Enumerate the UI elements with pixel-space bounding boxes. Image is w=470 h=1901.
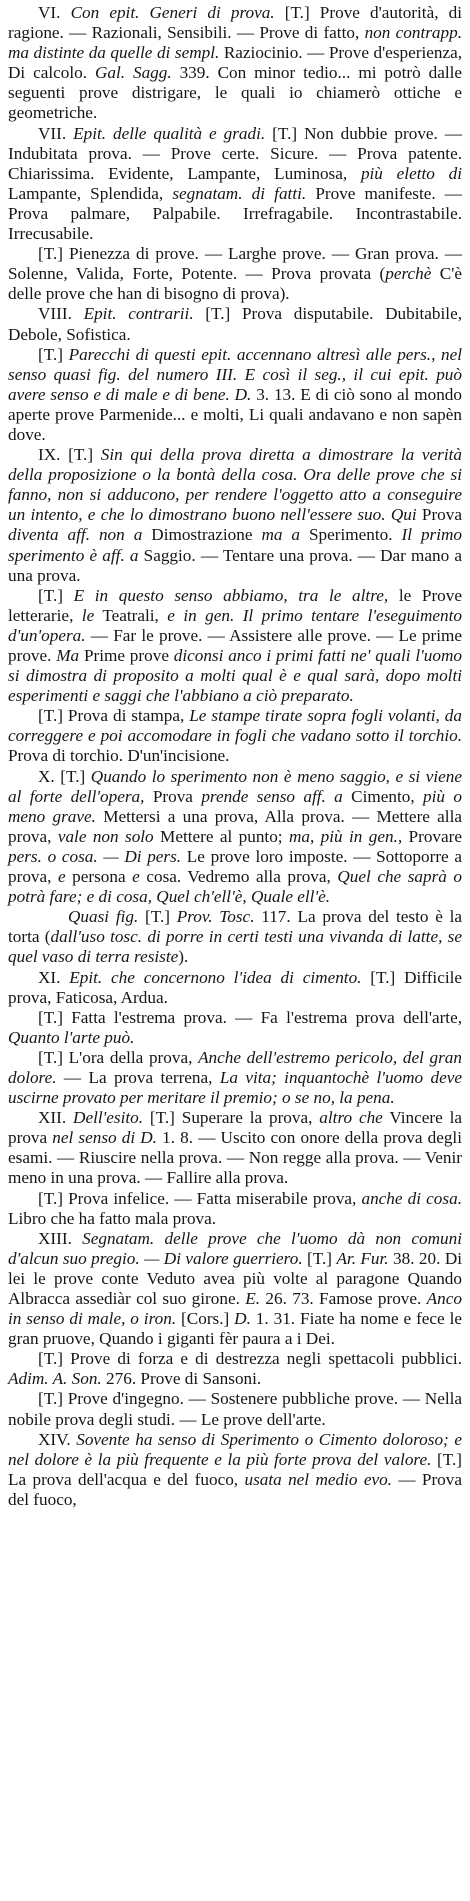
roman-text: [T.] Prove d'ingegno. — Sostenere pubbliche prove. — Nella nobile prova degli studi. — Le prove dell'arte. — [8, 1389, 462, 1429]
entry-paragraph — [8, 244, 462, 304]
italic-text: e — [132, 867, 140, 887]
roman-text: [T.] Prova disputabile. Dubitabile, Debole, Sofistica. — [8, 304, 462, 344]
roman-text: [T.] La prova dell'acqua e del fuoco, — [8, 1449, 462, 1489]
italic-text: Quasi fig. — [68, 907, 139, 927]
italic-text: altro che — [319, 1108, 383, 1128]
italic-text: non contrapp. ma distinte da quelle di sempl. — [8, 23, 463, 63]
roman-text: Prova — [144, 786, 202, 806]
entry-paragraph — [8, 1389, 462, 1429]
italic-text: Sovente ha senso di Sperimento o Cimento doloroso; e nel dolore è la più frequente e la più forte prova del valore. — [8, 1429, 462, 1469]
entry-paragraph — [8, 345, 462, 445]
entry-paragraph — [8, 767, 462, 908]
italic-text: vale non solo — [57, 826, 154, 846]
italic-text: Prov. Tosc. — [176, 907, 255, 927]
roman-text: XIII. — [38, 1228, 83, 1248]
entry-paragraph — [8, 1349, 462, 1389]
italic-text: Epit. delle qualità e gradi. — [73, 123, 266, 143]
italic-text: Le stampe tirate sopra fogli volanti, da correggere e poi accomodare in fogli che vadano sotto il torchio. — [8, 706, 462, 746]
italic-text: Anche dell'estremo pericolo, del gran dolore. — [8, 1047, 462, 1087]
italic-text: e — [57, 867, 66, 887]
italic-text: diconsi anco i primi fatti ne' quali l'uomo si dimostra di proposito a molti qual è e qual sarà, dopo molti esperimenti e saggi che l'abbiano a ciò preparato. — [8, 646, 462, 706]
italic-text: Epit. che concernono l'idea di cimento. — [69, 967, 362, 987]
entry-paragraph — [8, 445, 462, 586]
entry-paragraph — [8, 968, 462, 1008]
roman-text: IX. [T.] — [38, 445, 101, 465]
roman-text: Prova di torchio. D'un'incisione. — [8, 746, 230, 766]
roman-text: 38. 20. Di lei le prove conte Veduto avea più volte al paragone Quando Albracca assediàr col suo girone. — [8, 1248, 463, 1308]
roman-text: [T.] — [138, 907, 177, 927]
italic-text: Adim. A. Son. — [8, 1369, 102, 1389]
roman-text: [T.] Difficile prova, Faticosa, Ardua. — [8, 967, 463, 1007]
italic-text: Gal. Sagg. — [94, 63, 172, 83]
roman-text: Raziocinio. — Prove d'esperienza, Di calcolo. — [8, 43, 463, 83]
roman-text: Prova — [416, 505, 462, 525]
roman-text: 117. La prova del testo è la torta ( — [8, 907, 462, 947]
roman-text: Cimento, — [342, 786, 424, 806]
italic-text: più eletto di — [360, 163, 462, 183]
roman-text: VI. — [38, 3, 71, 22]
roman-text: Le prove loro imposte. — Sottoporre a prova, — [8, 846, 462, 887]
italic-text: prende senso aff. a — [201, 786, 343, 806]
roman-text: [T.] Prove d'autorità, di ragione. — Razionali, Sensibili. — Prove di fatto, — [8, 3, 462, 43]
roman-text: [T.] Fatta l'estrema prova. — Fa l'estrema prova dell'arte, — [38, 1007, 462, 1027]
italic-text: Dell'esito. — [73, 1108, 144, 1128]
italic-text: Epit. contrarii. — [83, 304, 194, 324]
roman-text: 339. Con minor tedio... mi potrò dalle seguenti prove distrigare, le quali io chiamerò ottiche e geometriche. — [8, 63, 463, 123]
italic-text: anche di cosa. — [361, 1188, 462, 1208]
roman-text: Mettersi a una prova, Alla prova. — Mettere alla prova, — [8, 806, 462, 846]
italic-text: Ma — [56, 646, 80, 665]
italic-text: Parecchi di questi epit. accennano altresì alle pers., nel senso quasi fig. del numero III. E così il seg., il cui epit. può avere senso e di male e di bene. D. — [8, 344, 463, 404]
roman-text: [T.] — [302, 1248, 337, 1268]
roman-text: ). — [178, 947, 189, 967]
roman-text: VII. — [38, 123, 74, 143]
roman-text: [T.] L'ora della prova, — [38, 1047, 199, 1067]
italic-text: Quanto l'arte può. — [8, 1027, 135, 1047]
roman-text: [Cors.] — [176, 1309, 235, 1329]
entry-paragraph — [8, 706, 462, 766]
italic-text: D. — [234, 1309, 251, 1329]
roman-text: [T.] Prove di forza e di destrezza negli spettacoli pubblici. — [38, 1349, 462, 1369]
roman-text: Provare — [402, 826, 463, 846]
roman-text: 1. 8. — Uscito con onore della prova degli esami. — Riuscire nella prova. — Non regge alla prova. — Venir meno in una prova. — Fallire alla prova. — [8, 1128, 462, 1188]
roman-text: Lampante, Splendida, — [8, 183, 173, 203]
roman-text: Prime prove — [79, 646, 174, 665]
roman-text: [T.] — [38, 344, 69, 364]
italic-text: ma a — [261, 525, 301, 545]
roman-text: Libro che ha fatto mala prova. — [8, 1208, 217, 1228]
italic-text: pers. o cosa. — Di pers. — [8, 846, 182, 866]
italic-text: Ar. Fur. — [336, 1248, 389, 1268]
roman-text: 1. 31. Fiate ha nome e fece le gran pruove, Quando i giganti fèr paura a i Dei. — [8, 1309, 462, 1349]
italic-text: E. — [245, 1289, 261, 1308]
italic-text: le — [81, 605, 95, 625]
entry-paragraph — [8, 1048, 462, 1108]
roman-text: cosa. Vedremo alla prova, — [139, 867, 338, 887]
roman-text: 276. Prove di Sansoni. — [101, 1369, 262, 1389]
entry-paragraph — [8, 1229, 462, 1350]
italic-text: Segnatam. delle prove che l'uomo dà non comuni d'alcun suo pregio. — Di valore guerriero. — [8, 1228, 462, 1268]
roman-text: Mettere al punto; — [153, 826, 289, 846]
entry-paragraph — [8, 586, 462, 707]
roman-text: X. [T.] — [38, 766, 91, 786]
roman-text: persona — [65, 867, 133, 887]
italic-text: La vita; inquantochè l'uomo deve uscirne provato per meritare il premio; o se no, la pena. — [8, 1067, 462, 1108]
roman-text: C'è delle prove che han di bisogno di prova). — [8, 264, 462, 304]
roman-text: [T.] Non dubbie prove. — Indubitata prova. — Prove certe. Sicure. — Prova patente. Chiarissima. Evidente, Lampante, Luminosa, — [8, 123, 462, 183]
italic-text: E in questo senso abbiamo, tra le altre, — [73, 585, 389, 605]
roman-text: 26. 73. Famose prove. — [260, 1289, 427, 1308]
italic-text: diventa aff. non a — [8, 525, 143, 545]
italic-text: più o meno grave. — [8, 786, 462, 826]
roman-text: XIV. — [38, 1429, 77, 1449]
roman-text: — Far le prove. — Assistere alle prove. — Le prime prove. — [8, 625, 462, 665]
entry-paragraph — [8, 124, 462, 245]
roman-text: — Prova del fuoco, — [8, 1469, 462, 1509]
italic-text: Con epit. Generi di prova. — [70, 3, 275, 22]
roman-text: Dimostrazione — [142, 525, 262, 545]
entry-paragraph — [8, 1430, 462, 1510]
entry-paragraph — [8, 907, 462, 967]
italic-text: Quando lo sperimento non è meno saggio, e si viene al forte dell'opera, — [8, 766, 462, 806]
italic-text: Sin qui della prova diretta a dimostrare la verità della proposizione o la bontà della cosa. Ora delle prove che si fanno, non si adducono, per rendere l'oggetto atto a conseguire un intento, e che lo dimostrano buono nell'essere suo. Qui — [8, 445, 462, 525]
roman-text: Saggio. — Tentare una prova. — Dar mano a una prova. — [8, 545, 462, 585]
roman-text: 3. 13. E di ciò sono al mondo aperte prove Parmenide... e molti, Li quali andavano e non sapèn dove. — [8, 384, 462, 444]
roman-text: Prove manifeste. — Prova palmare, Palpabile. Irrefragabile. Incontrastabile. Irrecusabile. — [8, 183, 462, 244]
italic-text: segnatam. di fatti. — [172, 183, 307, 203]
roman-text: [T.] Prova infelice. — Fatta miserabile prova, — [38, 1188, 362, 1208]
italic-text: Quel che saprà o potrà fare; e di cosa, Quel ch'ell'è, Quale ell'è. — [8, 867, 463, 907]
entry-paragraph — [8, 1189, 462, 1229]
italic-text: ma, più in gen., — [288, 826, 403, 846]
roman-text: [T.] Prova di stampa, — [38, 706, 190, 726]
roman-text: Teatrali, — [94, 605, 168, 625]
italic-text: usata nel medio evo. — [244, 1469, 392, 1489]
italic-text: nel senso di D. — [52, 1128, 157, 1148]
roman-text: [T.] — [38, 585, 74, 605]
italic-text: e in gen. Il primo tentare l'eseguimento d'un'opera. — [8, 605, 462, 645]
italic-text: Anco in senso di male, o iron. — [8, 1289, 462, 1329]
roman-text: Sperimento. — [300, 525, 402, 545]
roman-text: [T.] Pienezza di prove. — Larghe prove. — Gran prova. — Solenne, Valida, Forte, Potente. — Prova provata ( — [8, 244, 462, 284]
entry-paragraph — [8, 3, 462, 124]
roman-text: VIII. — [38, 304, 84, 324]
entry-paragraph — [8, 1008, 462, 1048]
entry-paragraph — [8, 1108, 462, 1188]
entry-paragraph — [8, 304, 462, 344]
roman-text: XII. — [38, 1108, 74, 1128]
roman-text: [T.] Superare la prova, — [143, 1108, 320, 1128]
roman-text: XI. — [38, 967, 70, 987]
roman-text: le Prove letterarie, — [8, 585, 462, 625]
roman-text: — La prova terrena, — [56, 1067, 220, 1087]
roman-text: Vincere la prova — [8, 1108, 462, 1148]
italic-text: Il primo sperimento è aff. a — [8, 525, 463, 565]
italic-text: perchè — [385, 264, 432, 284]
italic-text: dall'uso tosc. di porre in certi testi una vivanda di latte, se quel vaso di terra resiste — [8, 927, 462, 967]
